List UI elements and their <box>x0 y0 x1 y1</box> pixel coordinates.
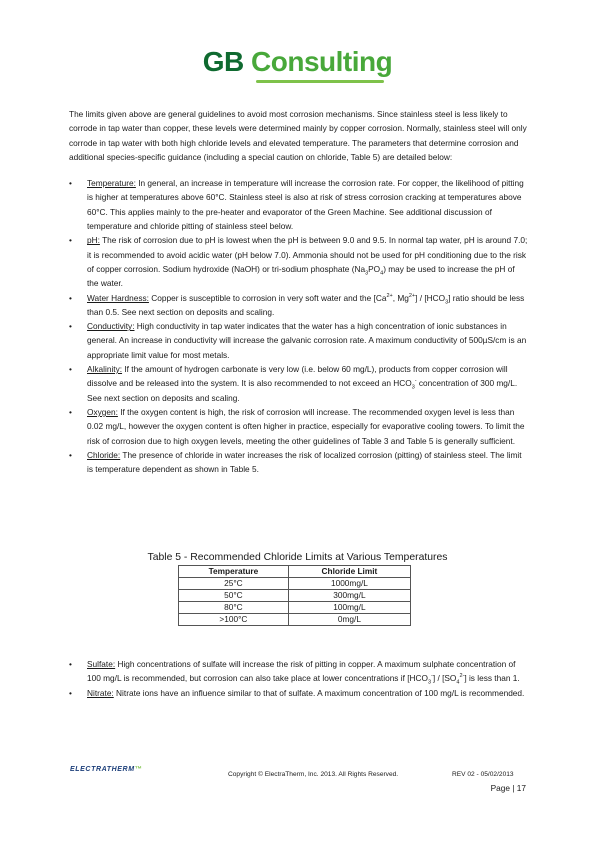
bullet: • <box>69 321 72 332</box>
corrosion-parameter-list <box>69 176 528 476</box>
term-sulfate: Sulfate: <box>87 659 116 669</box>
logo-gb: GB <box>202 46 244 77</box>
logo-consulting: Consulting <box>251 46 393 77</box>
text-ph-3: ) may be used to increase the pH of the water. <box>87 263 515 289</box>
text-hardness-2: , Mg <box>392 292 409 303</box>
text-nitrate: Nitrate ions have an influence similar to that of sulfate. A maximum concentration of 100 mg/L is recommended. <box>113 687 525 698</box>
text-ph-1: The risk of corrosion due to pH is lowest when the pH is between 9.0 and 9.5. In normal tap water, pH is around 7.0; it is recommended to avoid acidic water (pH below 7.0). Ammonia should not be used for pH conditioning due to the risk of copper corrosion. Sodium hydroxide (NaOH) or tri-sodium phosphate (Na <box>87 235 528 274</box>
list-item-conductivity <box>69 319 528 362</box>
cell-temperature: 50°C <box>179 590 289 602</box>
bullet: • <box>69 659 72 669</box>
sub-sulfate-1: 3 <box>427 679 432 686</box>
bullet: • <box>69 687 72 698</box>
text-hardness-4: ] ratio should be less than 0.5. See next section on deposits and scaling. <box>87 292 525 317</box>
bullet: • <box>69 449 72 460</box>
text-temperature: In general, an increase in temperature will increase the corrosion rate. For copper, the likelihood of pitting is higher at temperatures above 60°C. Stainless steel is also at risk of stress corrosion cracking at temperatures above 60°C. This applies mainly to the pre-heater and evaporator of the Green Machine. See additional discussion of temperature and chloride pitting of stainless steel below. <box>87 178 524 232</box>
list-item-chloride <box>69 448 528 477</box>
sup-sulfate-2: 2- <box>459 673 465 680</box>
cell-chloride-limit: 1000mg/L <box>288 578 410 590</box>
cell-chloride-limit: 0mg/L <box>288 614 410 626</box>
term-hardness: Water Hardness: <box>87 292 149 303</box>
body-text-continued <box>69 657 528 700</box>
term-oxygen: Oxygen: <box>87 406 118 417</box>
term-nitrate: Nitrate: <box>87 687 114 698</box>
sub-hardness-1: 3 <box>445 299 449 306</box>
bullet: • <box>69 178 72 189</box>
bullet: • <box>69 406 72 417</box>
cell-temperature: >100°C <box>179 614 289 626</box>
term-ph: pH: <box>87 235 100 246</box>
electratherm-logo <box>70 766 142 773</box>
cell-chloride-limit: 100mg/L <box>288 602 410 614</box>
header-chloride-limit: Chloride Limit <box>288 566 410 578</box>
table-row <box>179 614 411 626</box>
page-number: Page | 17 <box>490 783 526 793</box>
bullet: • <box>69 235 72 246</box>
text-hardness-3: ] / [HCO <box>415 292 446 303</box>
gb-consulting-logo <box>0 46 595 78</box>
copyright-notice: Copyright © ElectraTherm, Inc. 2013. All Rights Reserved. <box>228 771 399 778</box>
electratherm-logo-text: ELECTRATHERM <box>70 766 135 773</box>
chloride-limits-table <box>178 565 411 626</box>
list-item-hardness <box>69 291 528 320</box>
trademark-mark: ™ <box>134 766 143 773</box>
cell-chloride-limit: 300mg/L <box>288 590 410 602</box>
revision-label: REV 02 - 05/02/2013 <box>452 771 514 778</box>
sup-hardness-1: 2+ <box>386 292 393 299</box>
term-chloride: Chloride: <box>87 449 121 460</box>
text-sulfate-3: ] is less than 1. <box>464 673 520 684</box>
text-hardness-1: Copper is susceptible to corrosion in very soft water and the [Ca <box>148 292 387 303</box>
logo-underline <box>256 80 384 83</box>
sub-ph-1: 3 <box>365 270 369 277</box>
corrosion-parameter-list-2 <box>69 657 528 700</box>
text-alkalinity-2: concentration of 300 mg/L. See next section on deposits and scaling. <box>87 378 518 403</box>
intro-paragraph: The limits given above are general guidelines to avoid most corrosion mechanisms. Since stainless steel is less likely to corrode in tap water than copper, these levels were determined mainly by copper corrosion. Normally, stainless steel will only corrode in tap water with both high chloride levels and elevated temperature. The parameters that determine corrosion and additional species-specific guidance (including a special caution on chloride, Table 5) are detailed below: <box>69 109 527 162</box>
term-conductivity: Conductivity: <box>87 321 135 332</box>
sub-alkalinity-1: 3 <box>411 385 415 391</box>
header-temperature: Temperature <box>179 566 289 578</box>
text-chloride: The presence of chloride in water increases the risk of localized corrosion (pitting) of stainless steel. The limit is temperature dependent as shown in Table 5. <box>87 449 522 475</box>
table-row <box>179 578 411 590</box>
table-header-row <box>179 566 411 578</box>
text-ph-2: PO <box>368 263 381 274</box>
sup-sulfate-1: - <box>431 673 433 680</box>
cell-temperature: 25°C <box>179 578 289 590</box>
table-row <box>179 590 411 602</box>
text-oxygen: If the oxygen content is high, the risk of corrosion will increase. The recommended oxygen level is less than 0.02 mg/L, however the oxygen content is often higher in practice, especially for evaporative cooling towers. To limit the risk of corrosion due to high oxygen levels, meeting the other guidelines of Table 3 and Table 5 is generally sufficient. <box>87 406 525 446</box>
list-item-temperature <box>69 176 528 233</box>
bullet: • <box>69 292 72 303</box>
table-row <box>179 602 411 614</box>
term-alkalinity: Alkalinity: <box>87 364 123 375</box>
list-item-alkalinity <box>69 362 528 405</box>
term-temperature: Temperature: <box>87 178 136 189</box>
sup-hardness-2: 2+ <box>408 292 416 299</box>
body-text <box>69 107 528 476</box>
sub-sulfate-2: 4 <box>456 679 460 686</box>
text-alkalinity-1: If the amount of hydrogen carbonate is very low (i.e. below 60 mg/L), products from copper corrosion will dissolve and be released into the system. It is also recommended to not exceed an HCO <box>87 364 508 389</box>
sup-alkalinity-1: - <box>414 378 417 385</box>
text-sulfate-1: High concentrations of sulfate will increase the risk of pitting in copper. A maximum sulphate concentration of 100 mg/L is recommended, but corrosion can also take place at lower concentrations if [HCO <box>87 659 516 684</box>
table-5-caption: Table 5 - Recommended Chloride Limits at Various Temperatures <box>147 552 448 563</box>
list-item-sulfate <box>69 657 528 686</box>
list-item-ph <box>69 233 528 290</box>
cell-temperature: 80°C <box>179 602 289 614</box>
sub-ph-2: 4 <box>380 270 384 277</box>
list-item-oxygen <box>69 405 528 448</box>
list-item-nitrate <box>69 686 528 700</box>
text-sulfate-2: ] / [SO <box>432 673 457 684</box>
text-conductivity: High conductivity in tap water indicates that the water has a high concentration of ionic substances in general. An increase in conductivity will increase the galvanic corrosion rate. A maximum conductivity of 500µS/cm is an appropriate limit value for most metals. <box>87 321 527 360</box>
bullet: • <box>69 364 72 375</box>
